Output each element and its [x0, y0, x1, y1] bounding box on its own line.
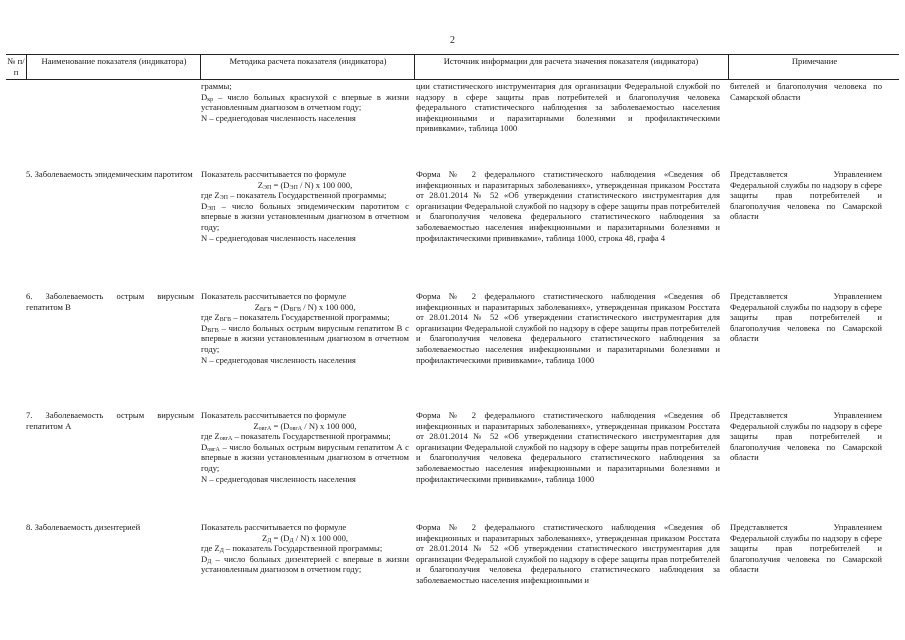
row-6-note: Представляется Управлением Федеральной службы по надзору в сфере защиты прав потребителей и благополучия человека по Самарской области [730, 291, 882, 344]
row-7-name: 7. Заболеваемость острым вирусным гепатитом А [26, 410, 194, 431]
cont-source: ции статистического инструментария для организации Федеральной службой по надзору в сфере защиты прав потребителей и благополучия человека федерального статистического наблюдения за заболеваемостью населения инфекционными и паразитарными болезнями и профилактическими прививками», таблица 1000 [416, 81, 720, 134]
header-num: № п/п [7, 56, 25, 77]
header-source: Источник информации для расчета значения показателя (индикатора) [443, 56, 699, 66]
cont-note: бителей и благополучия человека по Самарской области [730, 81, 882, 102]
row-7-method: Показатель рассчитывается по формуле $Z_{овгА} = (D_{овгА} / N)$ х 100 000, где $Z_{овгА}$ – показатель Государственной программы; $D_{овгА}$ – число больных острым вирусным гепатитом А с впервые в жизни установленным диагнозом в отчетном году; N – среднегодовая численность населения [201, 410, 409, 484]
cont-method: граммы; $D_{кр}$ – число больных краснухой с впервые в жизни установленным диагнозом в отчетном году; N – среднегодовая численность населения [201, 81, 409, 123]
row-8-source: Форма № 2 федерального статистического наблюдения «Сведения об инфекционных и паразитарных заболеваниях», утвержденная приказом Росстата от 28.01.2014 № 52 «Об утверждении статистического инструментария для организации Федеральной службой по надзору в сфере защиты прав потребителей и благополучия человека федерального статистического наблюдения за заболеваемостью населения инфекционными и [416, 522, 720, 585]
row-8-name: 8. Заболеваемость дизентерией [26, 522, 141, 532]
row-7-source: Форма № 2 федерального статистического наблюдения «Сведения об инфекционных и паразитарных заболеваниях», утвержденная приказом Росстата от 28.01.2014 № 52 «Об утверждении статистического инструментария для организации Федеральной службой по надзору в сфере защиты прав потребителей и благополучия человека федерального статистического наблюдения за заболеваемостью населения инфекционными и паразитарными болезнями и профилактическими прививками», таблица 1000 [416, 410, 720, 484]
row-8-note: Представляется Управлением Федеральной службы по надзору в сфере защиты прав потребителей и благополучия человека по Самарской области [730, 522, 882, 575]
row-5-name: 5. Заболеваемость эпидемическим паротитом [26, 169, 193, 179]
header-name: Наименование показателя (индикатора) [41, 56, 187, 66]
row-5-method: Показатель рассчитывается по формуле $Z_{ЭП} = (D_{ЭП} / N)$ х 100 000, где $Z_{ЭП}$ – показатель Государственной программы; $D_{ЭП}$ – число больных эпидемическим паротитом с впервые в жизни установленным диагнозом в отчетном году; N – среднегодовая численность населения [201, 169, 409, 243]
row-5-note: Представляется Управлением Федеральной службы по надзору в сфере защиты прав потребителей и благополучия человека по Самарской области [730, 169, 882, 222]
row-5-source: Форма № 2 федерального статистического наблюдения «Сведения об инфекционных и паразитарных заболеваниях», утвержденная приказом Росстата от 28.01.2014 № 52 «Об утверждении статистического инструментария для организации Федеральной службой по надзору в сфере защиты прав потребителей и благополучия человека федерального статистического наблюдения за заболеваемостью населения инфекционными и паразитарными болезнями и профилактическими прививками», таблица 1000, строка 48, графа 4 [416, 169, 720, 243]
row-6-name: 6. Заболеваемость острым вирусным гепатитом В [26, 291, 194, 312]
table-header [6, 54, 899, 80]
row-7-note: Представляется Управлением Федеральной службы по надзору в сфере защиты прав потребителей и благополучия человека по Самарской области [730, 410, 882, 463]
page-number: 2 [450, 35, 455, 46]
row-8-method: Показатель рассчитывается по формуле $Z_Д = (D_Д / N)$ х 100 000, где $Z_Д$ – показатель Государственной программы; $D_Д$ – число больных дизентерией с впервые в жизни установленным диагнозом в отчетном году; [201, 522, 409, 575]
header-method: Методика расчета показателя (индикатора) [229, 56, 387, 66]
row-6-method: Показатель рассчитывается по формуле $Z_{ВГВ} = (D_{ВГВ} / N)$ х 100 000, где $Z_{ВГВ}$ – показатель Государственной программы; $D_{ВГВ}$ – число больных острым вирусным гепатитом В с впервые в жизни установленным диагнозом в отчетном году; N – среднегодовая численность населения [201, 291, 409, 365]
row-6-source: Форма № 2 федерального статистического наблюдения «Сведения об инфекционных и паразитарных заболеваниях», утвержденная приказом Росстата от 28.01.2014 № 52 «Об утверждении статистического инструментария для организации Федеральной службой по надзору в сфере защиты прав потребителей и благополучия человека федерального статистического наблюдения за заболеваемостью населения инфекционными и паразитарными болезнями и профилактическими прививками», таблица 1000 [416, 291, 720, 365]
header-note: Примечание [791, 56, 838, 66]
